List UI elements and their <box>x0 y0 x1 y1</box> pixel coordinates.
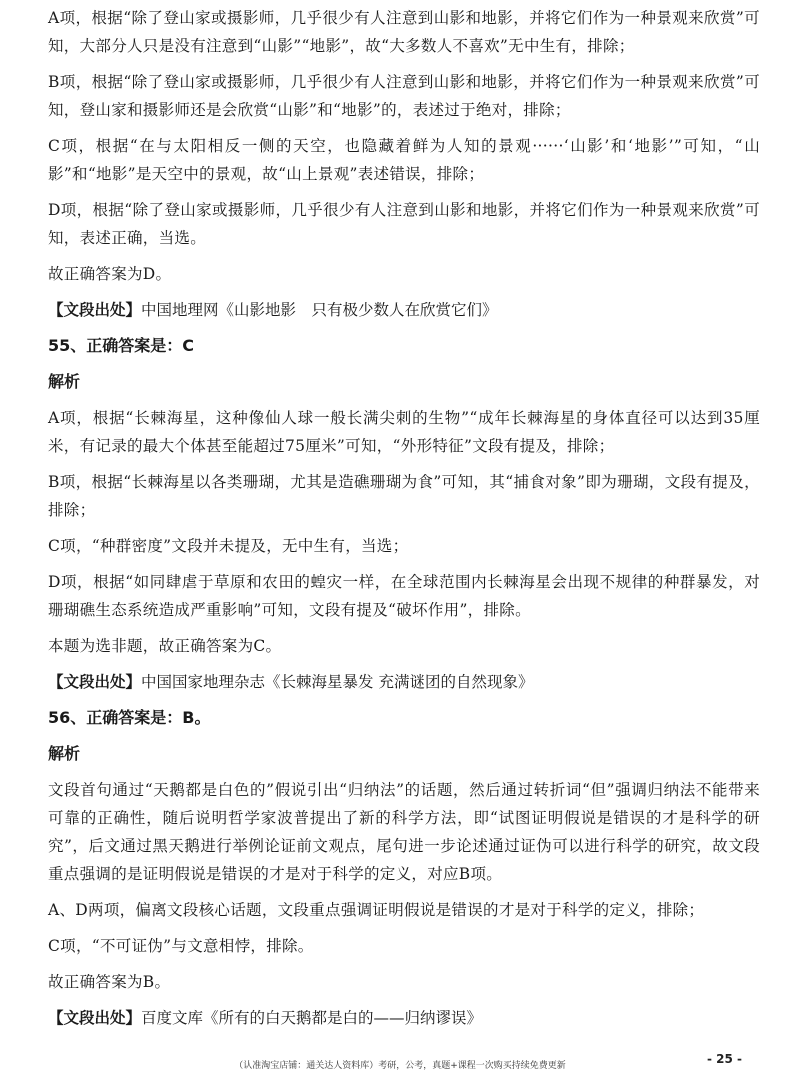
q55-heading: 55、正确答案是：C <box>48 336 195 355</box>
q56-option-ad: A、D两项，偏离文段核心话题，文段重点强调证明假说是错误的才是对于科学的定义，排除； <box>48 901 705 919</box>
q55-analysis-label: 解析 <box>48 372 81 391</box>
q55-source-text: 中国国家地理杂志《长棘海星暴发 充满谜团的自然现象》 <box>141 673 534 691</box>
q56-source-label: 【文段出处】 <box>48 1008 142 1027</box>
q56-source-text: 百度文库《所有的白天鹅都是白的——归纳谬误》 <box>141 1009 483 1027</box>
q54-source <box>48 296 760 324</box>
q54-option-b: B项，根据“除了登山家或摄影师，几乎很少有人注意到山影和地影，并将它们作为一种景观来欣赏”可知，登山家和摄影师还是会欣赏“山影”和“地影”的，表述过于绝对，排除； <box>48 73 760 119</box>
q56-option-c: C项，“不可证伪”与文意相悖，排除。 <box>48 937 314 955</box>
q56-analysis-text: 文段首句通过“天鹅都是白色的”假说引出“归纳法”的话题，然后通过转折词“但”强调归纳法不能带来可靠的正确性，随后说明哲学家波普提出了新的科学方法，即“试图证明假说是错误的才是科学的研究”，后文通过黑天鹅进行举例论证前文观点，尾句进一步论述通过证伪可以进行科学的研究，故文段重点强调的是证明假说是错误的才是对于科学的定义，对应B项。 <box>48 781 760 883</box>
q56-source <box>48 1004 760 1032</box>
q54-answer: 故正确答案为D。 <box>48 265 172 283</box>
page-number: - 25 - <box>706 1052 742 1066</box>
q54-option-a: A项，根据“除了登山家或摄影师，几乎很少有人注意到山影和地影，并将它们作为一种景观来欣赏”可知，大部分人只是没有注意到“山影”“地影”，故“大多数人不喜欢”无中生有，排除； <box>48 9 760 55</box>
q56-answer: 故正确答案为B。 <box>48 973 171 991</box>
q55-option-a: A项，根据“长棘海星，这种像仙人球一般长满尖刺的生物”“成年长棘海星的身体直径可以达到35厘米，有记录的最大个体甚至能超过75厘米”可知，“外形特征”文段有提及，排除； <box>48 409 760 455</box>
q55-answer: 本题为选非题，故正确答案为C。 <box>48 637 282 655</box>
q54-option-d: D项，根据“除了登山家或摄影师，几乎很少有人注意到山影和地影，并将它们作为一种景观来欣赏”可知，表述正确，当选。 <box>48 201 760 247</box>
q55-option-d: D项，根据“如同肆虐于草原和农田的蝗灾一样，在全球范围内长棘海星会出现不规律的种群暴发，对珊瑚礁生态系统造成严重影响”可知，文段有提及“破坏作用”，排除。 <box>48 573 760 619</box>
footer-note: （认准淘宝店铺：通关达人资料库）考研，公考，真题+课程一次购买持续免费更新 <box>234 1061 566 1071</box>
q55-source <box>48 668 760 696</box>
q54-source-label: 【文段出处】 <box>48 300 142 319</box>
q56-heading: 56、正确答案是：B。 <box>48 708 211 727</box>
q56-analysis-label: 解析 <box>48 744 81 763</box>
q54-option-c: C项，根据“在与太阳相反一侧的天空，也隐藏着鲜为人知的景观······‘山影’和‘地影’”可知，“山影”和“地影”是天空中的景观，故“山上景观”表述错误，排除； <box>48 137 760 183</box>
q55-option-c: C项，“种群密度”文段并未提及，无中生有，当选； <box>48 537 409 555</box>
q55-source-label: 【文段出处】 <box>48 672 142 691</box>
q55-option-b: B项，根据“长棘海星以各类珊瑚，尤其是造礁珊瑚为食”可知，其“捕食对象”即为珊瑚，文段有提及，排除； <box>48 473 760 519</box>
q54-source-text: 中国地理网《山影地影 只有极少数人在欣赏它们》 <box>141 301 498 319</box>
content-body <box>48 4 760 1040</box>
